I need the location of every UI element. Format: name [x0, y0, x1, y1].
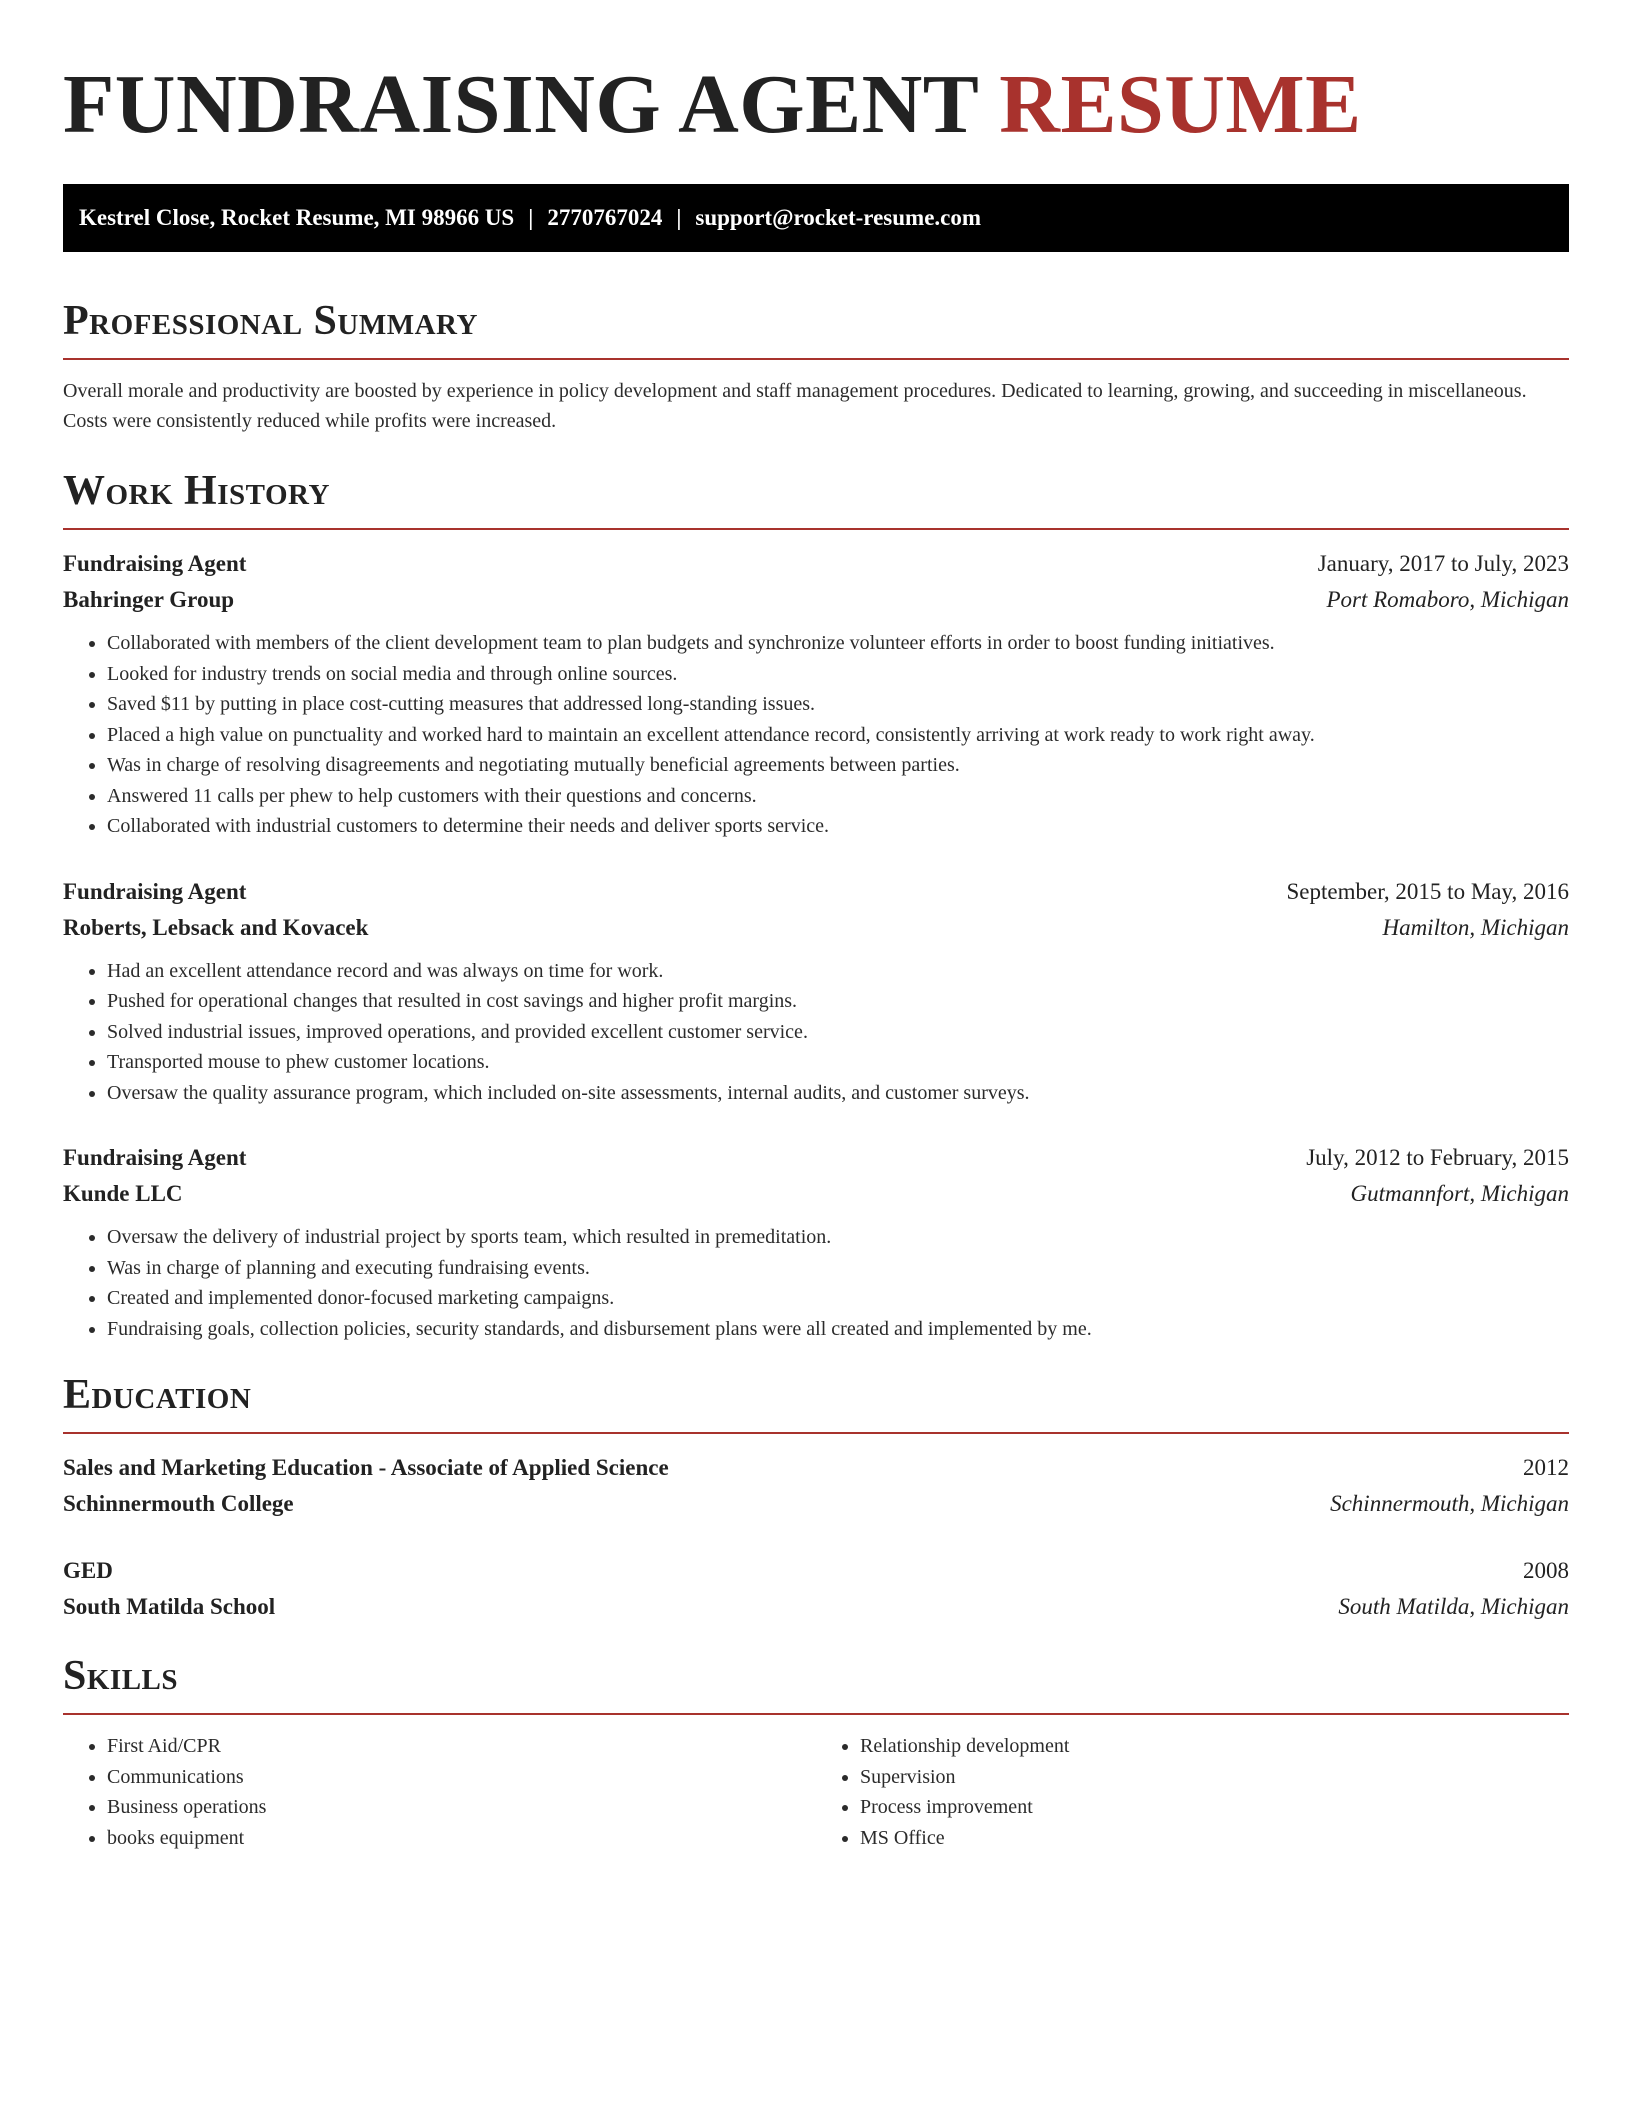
education-school: South Matilda School	[63, 1594, 276, 1619]
skill-item: • First Aid/CPR	[107, 1731, 816, 1762]
list-item: • Had an excellent attendance record and was always on time for work.	[107, 956, 1569, 987]
skill-item: • Communications	[107, 1762, 816, 1793]
section-divider	[63, 1713, 1569, 1715]
job-entry	[63, 1140, 1569, 1344]
skills-list-right	[816, 1731, 1569, 1853]
contact-separator: |	[528, 205, 534, 230]
section-divider	[63, 1432, 1569, 1434]
job-bullets	[63, 1222, 1569, 1344]
education-entry	[63, 1553, 1569, 1625]
job-entry	[63, 874, 1569, 1109]
education-school: Schinnermouth College	[63, 1491, 294, 1516]
section-heading-skills: Skills	[63, 1653, 179, 1699]
section-heading-work-history: Work History	[63, 468, 330, 514]
education-degree: Sales and Marketing Education - Associate of Applied Science	[63, 1455, 669, 1480]
job-entry	[63, 546, 1569, 842]
skills-columns	[63, 1731, 1569, 1853]
list-item: • Answered 11 calls per phew to help customers with their questions and concerns.	[107, 781, 1569, 812]
skill-item: • Relationship development	[860, 1731, 1569, 1762]
job-dates: July, 2012 to February, 2015	[1306, 1145, 1569, 1170]
job-location: Gutmannfort, Michigan	[1350, 1181, 1569, 1206]
job-company-row	[63, 582, 1569, 618]
job-title-row	[63, 546, 1569, 582]
skill-item: • MS Office	[860, 1823, 1569, 1854]
summary-section	[63, 296, 1569, 436]
education-school-row	[63, 1486, 1569, 1522]
skill-item: • books equipment	[107, 1823, 816, 1854]
job-dates: January, 2017 to July, 2023	[1317, 551, 1569, 576]
job-title: Fundraising Agent	[63, 878, 247, 904]
education-entry	[63, 1450, 1569, 1522]
list-item: • Transported mouse to phew customer locations.	[107, 1047, 1569, 1078]
education-section	[63, 1370, 1569, 1625]
education-year: 2012	[1523, 1455, 1569, 1480]
skills-list-left	[63, 1731, 816, 1853]
education-school-row	[63, 1589, 1569, 1625]
job-company: Roberts, Lebsack and Kovacek	[63, 914, 369, 940]
education-degree-row	[63, 1450, 1569, 1486]
job-location: Port Romaboro, Michigan	[1326, 587, 1569, 612]
contact-phone[interactable]: 2770767024	[547, 205, 663, 230]
list-item: • Placed a high value on punctuality and worked hard to maintain an excellent attendance record, consistently arriving at work ready to work right away.	[107, 720, 1569, 751]
job-company-row	[63, 910, 1569, 946]
list-item: • Fundraising goals, collection policies, security standards, and disbursement plans were all created and implemented by me.	[107, 1314, 1569, 1345]
contact-address: Kestrel Close, Rocket Resume, MI 98966 US	[79, 205, 515, 230]
job-company: Bahringer Group	[63, 587, 235, 612]
education-location: South Matilda, Michigan	[1338, 1594, 1569, 1619]
resume-title	[63, 56, 1569, 154]
contact-separator: |	[676, 205, 682, 230]
contact-bar	[63, 184, 1569, 252]
list-item: • Collaborated with industrial customers to determine their needs and deliver sports service.	[107, 811, 1569, 842]
summary-text: Overall morale and productivity are boosted by experience in policy development and staff management procedures. Dedicated to learning, growing, and succeeding in miscellaneous. Costs were consistently reduced while profits were increased.	[63, 380, 1527, 432]
list-item: • Pushed for operational changes that resulted in cost savings and higher profit margins.	[107, 986, 1569, 1017]
title-accent: RESUME	[999, 58, 1362, 151]
job-title-row	[63, 874, 1569, 910]
skills-section	[63, 1651, 1569, 1853]
job-company: Kunde LLC	[63, 1181, 183, 1206]
education-degree-row	[63, 1553, 1569, 1589]
job-title: Fundraising Agent	[63, 1145, 247, 1170]
job-title: Fundraising Agent	[63, 551, 247, 576]
job-dates: September, 2015 to May, 2016	[1286, 878, 1569, 904]
list-item: • Was in charge of planning and executing fundraising events.	[107, 1253, 1569, 1284]
education-degree: GED	[63, 1558, 113, 1583]
skill-item: • Process improvement	[860, 1792, 1569, 1823]
education-location: Schinnermouth, Michigan	[1330, 1491, 1569, 1516]
list-item: • Oversaw the delivery of industrial project by sports team, which resulted in premeditation.	[107, 1222, 1569, 1253]
section-heading-education: Education	[63, 1372, 252, 1418]
contact-email[interactable]: support@rocket-resume.com	[695, 205, 982, 230]
job-bullets	[63, 956, 1569, 1109]
title-main: FUNDRAISING AGENT	[63, 58, 978, 151]
job-location: Hamilton, Michigan	[1382, 914, 1569, 940]
list-item: • Saved $11 by putting in place cost-cutting measures that addressed long-standing issues.	[107, 689, 1569, 720]
list-item: • Solved industrial issues, improved operations, and provided excellent customer service.	[107, 1017, 1569, 1048]
job-title-row	[63, 1140, 1569, 1176]
section-divider	[63, 528, 1569, 530]
work-history-section	[63, 466, 1569, 1344]
list-item: • Looked for industry trends on social media and through online sources.	[107, 659, 1569, 690]
skill-item: • Supervision	[860, 1762, 1569, 1793]
section-divider	[63, 358, 1569, 360]
list-item: • Collaborated with members of the client development team to plan budgets and synchronize volunteer efforts in order to boost funding initiatives.	[107, 628, 1569, 659]
list-item: • Created and implemented donor-focused marketing campaigns.	[107, 1283, 1569, 1314]
list-item: • Was in charge of resolving disagreements and negotiating mutually beneficial agreements between parties.	[107, 750, 1569, 781]
job-bullets	[63, 628, 1569, 842]
list-item: • Oversaw the quality assurance program, which included on-site assessments, internal audits, and customer surveys.	[107, 1078, 1569, 1109]
section-heading-summary: Professional Summary	[63, 298, 478, 344]
job-company-row	[63, 1176, 1569, 1212]
education-year: 2008	[1523, 1558, 1569, 1583]
skill-item: • Business operations	[107, 1792, 816, 1823]
